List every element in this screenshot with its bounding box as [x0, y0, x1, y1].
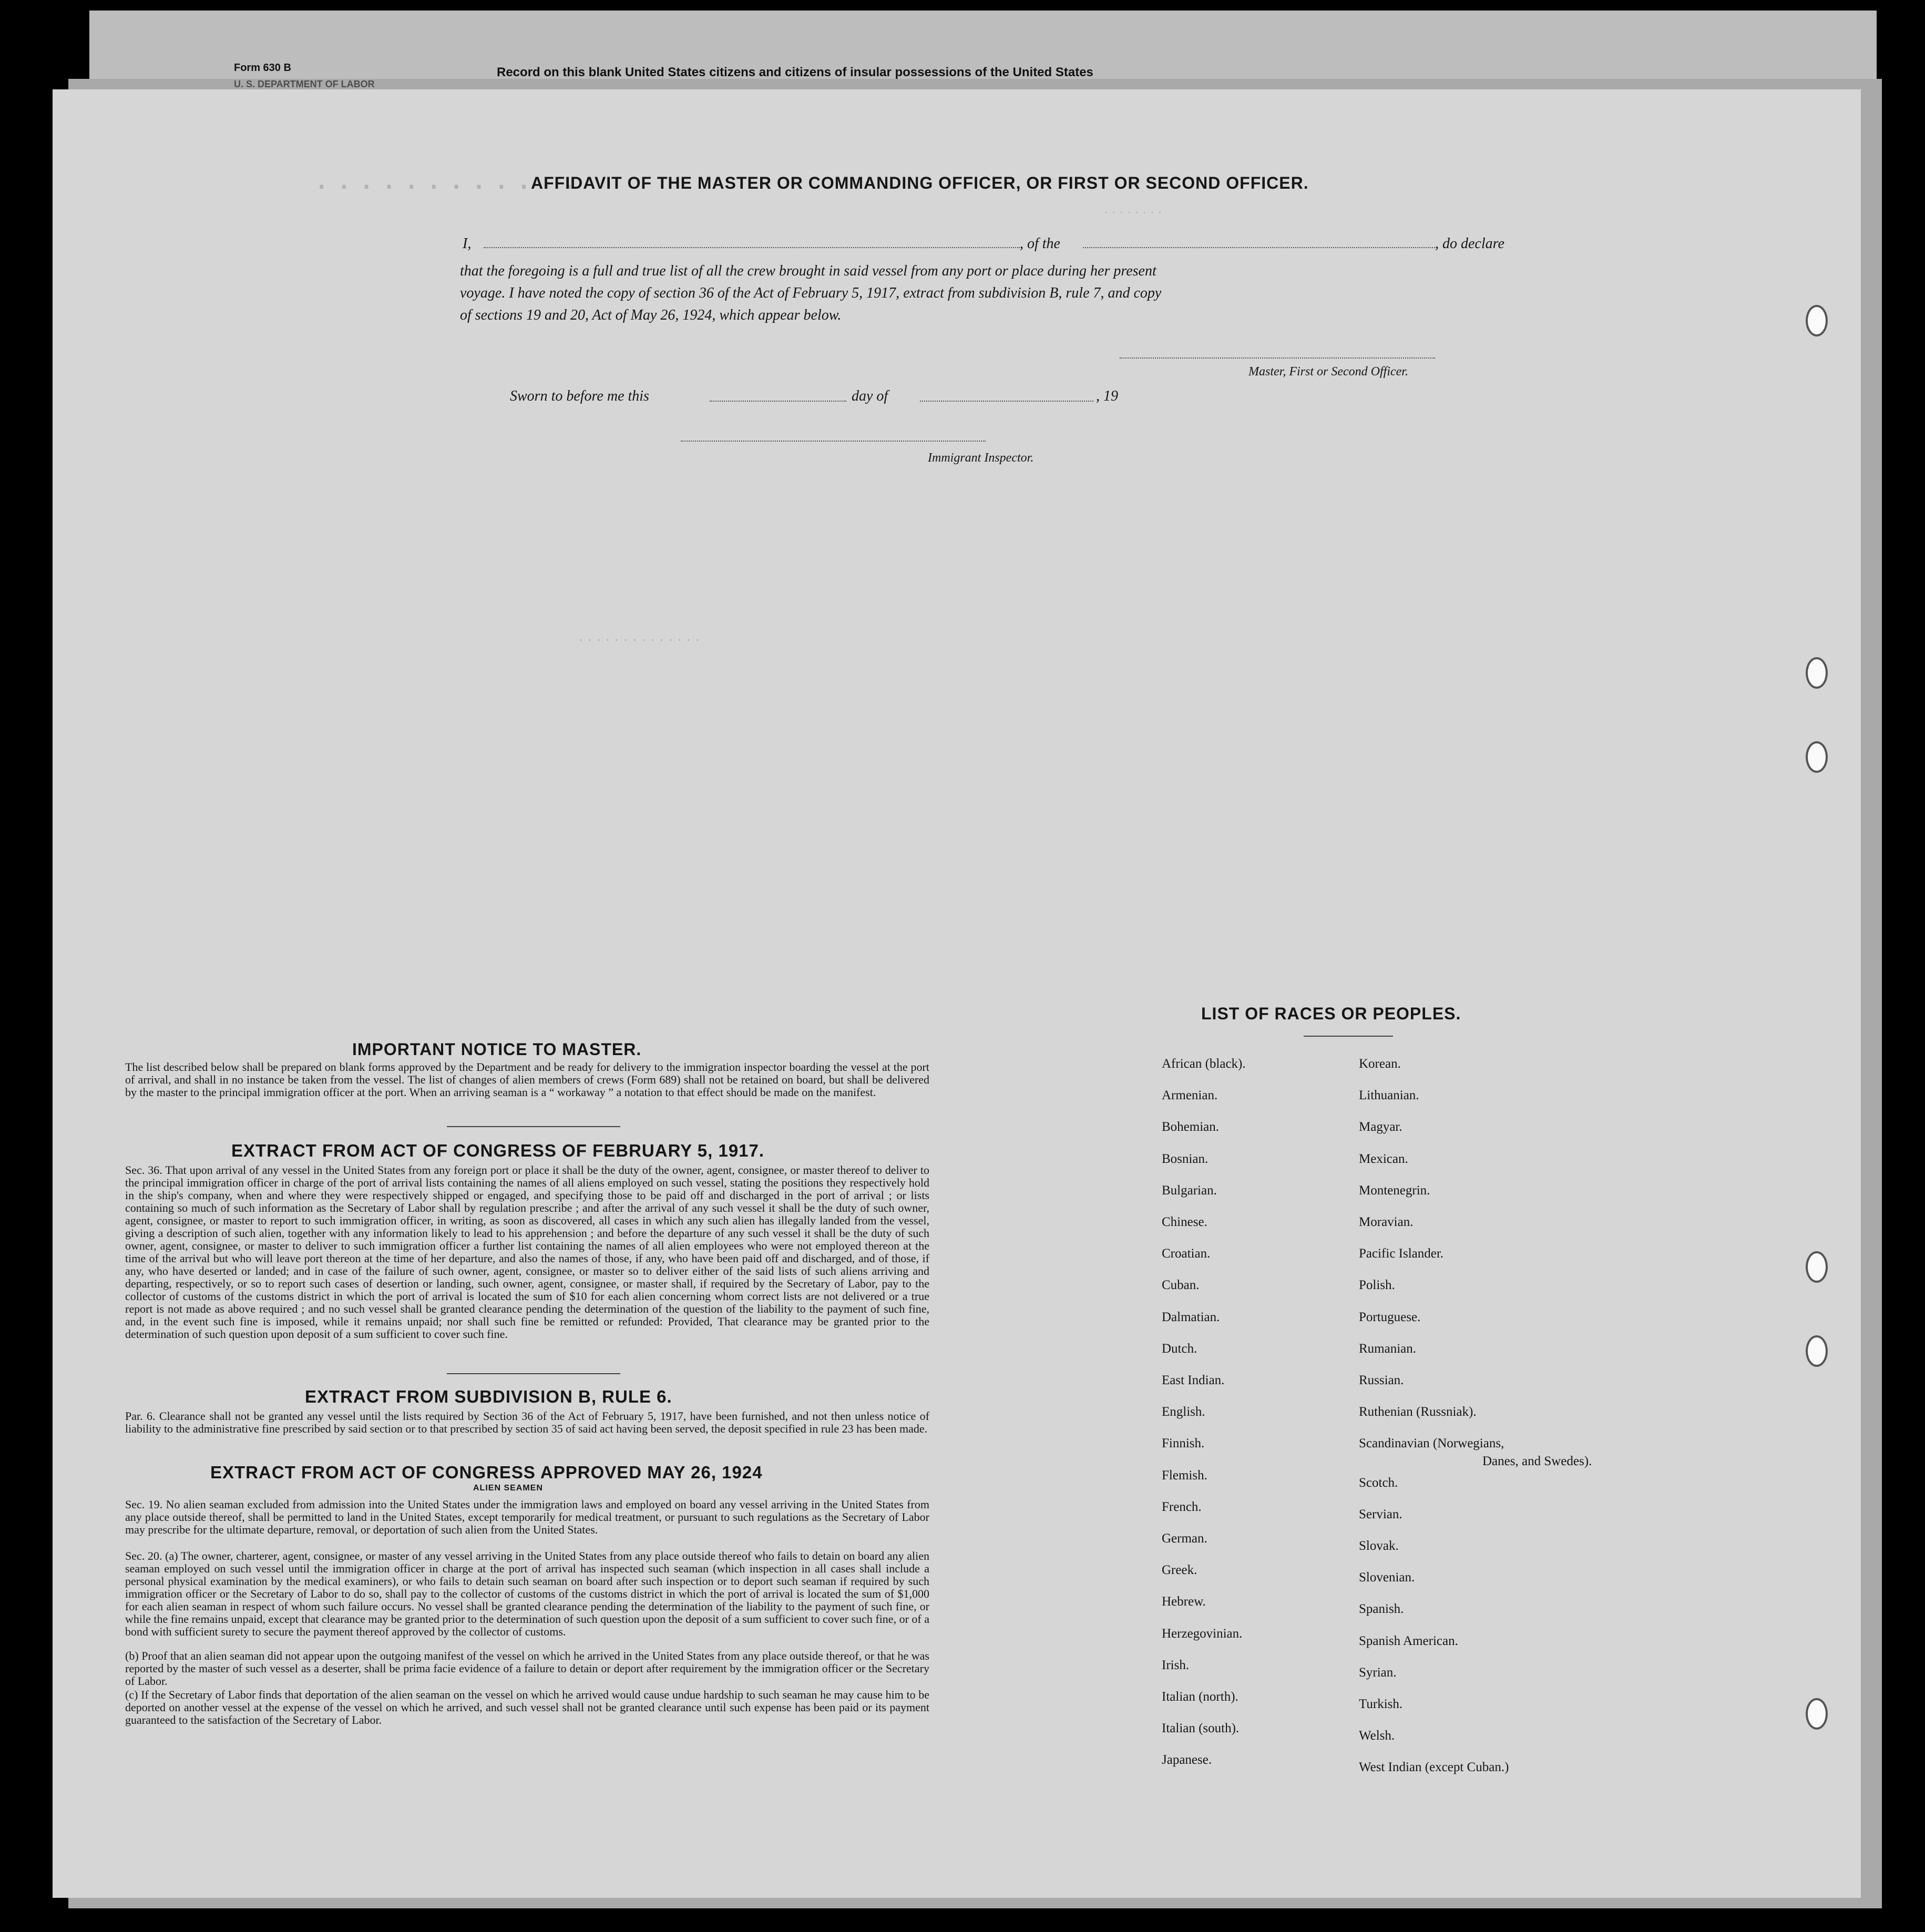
binder-hole	[1806, 1335, 1828, 1367]
race-item: Japanese.	[1162, 1753, 1212, 1767]
races-divider	[1304, 1036, 1393, 1037]
race-scandinavian-continued: Danes, and Swedes).	[1482, 1454, 1592, 1468]
race-item: Bosnian.	[1162, 1151, 1209, 1166]
sworn-day-of: day of	[852, 388, 888, 404]
race-item: Moravian.	[1359, 1215, 1414, 1229]
race-item: Servian.	[1359, 1507, 1402, 1521]
bleed-through-heading: · · · · · · · · · · · ·	[315, 163, 575, 205]
race-item: Cuban.	[1162, 1278, 1200, 1293]
race-item: Irish.	[1162, 1658, 1190, 1672]
binder-hole	[1806, 657, 1828, 689]
race-item: French.	[1162, 1499, 1202, 1514]
sworn-month-line[interactable]	[920, 401, 1093, 402]
race-item: Polish.	[1359, 1278, 1395, 1293]
race-item: Dutch.	[1162, 1341, 1197, 1356]
race-item: English.	[1162, 1405, 1205, 1419]
affidavit-do-declare: , do declare	[1435, 236, 1504, 252]
notice-text: The list described below shall be prepared on blank forms approved by the Department and be ready for delivery to the immigration inspector boarding the vessel at the port of arrival, and shall in no instance be taken from the vessel. The list of changes of alien members of crews (Form 689) shall not be retained on board, but shall be delivered by the master to the principal immigration officer at the port. When an arriving seaman is a “ workaway ” a notation to that effect should be made on the manifest.	[125, 1060, 929, 1099]
extract-1924-title: EXTRACT FROM ACT OF CONGRESS APPROVED MAY 26, 1924	[210, 1463, 763, 1482]
race-item: Croatian.	[1162, 1246, 1211, 1261]
affidavit-of-the: , of the	[1020, 236, 1060, 252]
race-item: Hebrew.	[1162, 1594, 1206, 1609]
extract-1924-sec19: Sec. 19. No alien seaman excluded from admission into the United States under the immigration laws and employed on board any vessel arriving in the United States from any place outside thereof, shall be permitted to land in the United States, except temporarily for medical treatment, or pursuant to such regulations as the Secretary of Labor may prescribe for the ultimate departure, removal, or deportation of such alien from the United States.	[125, 1498, 929, 1536]
extract-rule-title: EXTRACT FROM SUBDIVISION B, RULE 6.	[305, 1387, 672, 1406]
bleed-through-text: · · · · · · · ·	[1104, 205, 1162, 219]
extract-1924-sec20a: Sec. 20. (a) The owner, charterer, agent, consignee, or master of any vessel arriving in the United States from any place outside thereof who fails to detain on board any alien seaman employed on such vessel until the immigration officer in charge at the port of arrival has inspected such seaman (which inspection in all cases shall include a personal physical examination by the medical examiners), or who fails to detain such seaman on board after such inspection or to deport such seaman if required by such immigration officer or the Secretary of Labor to do so, shall pay to the collector of customs of the customs district in which the port of arrival is located the sum of $1,000 for each alien seaman in respect of whom such failure occurs. No vessel shall be granted clearance pending the determination of the liability to the payment of such fine, or while the fine remains unpaid, except that clearance may be granted prior to the determination of such question upon the deposit of a sum sufficient to cover such fine, or of a bond with sufficient surety to secure the payment thereof approved by the collector of customs.	[125, 1549, 929, 1638]
race-item: German.	[1162, 1531, 1207, 1546]
divider-1	[447, 1126, 620, 1127]
race-item: Spanish.	[1359, 1602, 1404, 1617]
affidavit-body-line-3: of sections 19 and 20, Act of May 26, 1924, which appear below.	[460, 307, 842, 323]
master-signature-label: Master, First or Second Officer.	[1248, 365, 1408, 379]
record-note: Record on this blank United States citizens and citizens of insular possessions of the United States	[497, 65, 1093, 79]
affidavit-body-line-1: that the foregoing is a full and true list of all the crew brought in said vessel from any port or place during her present	[460, 263, 1156, 279]
race-item: Welsh.	[1359, 1729, 1395, 1743]
race-item: Ruthenian (Russniak).	[1359, 1405, 1477, 1419]
top-form-strip	[92, 53, 1827, 95]
race-item: Portuguese.	[1359, 1310, 1421, 1324]
race-item: Spanish American.	[1359, 1633, 1458, 1648]
race-item: Rumanian.	[1359, 1341, 1417, 1356]
affidavit-body-line-2: voyage. I have noted the copy of section 36 of the Act of February 5, 1917, extract from subdivision B, rule 7, and copy	[460, 285, 1162, 301]
binder-hole	[1806, 741, 1828, 773]
race-item: Chinese.	[1162, 1215, 1207, 1229]
race-item: Scandinavian (Norwegians,	[1359, 1436, 1504, 1451]
sworn-year-prefix: , 19	[1096, 388, 1118, 404]
race-item: Bulgarian.	[1162, 1183, 1217, 1198]
department-label: U. S. DEPARTMENT OF LABOR	[234, 79, 375, 89]
races-title: LIST OF RACES OR PEOPLES.	[1201, 1004, 1461, 1023]
race-item: Slovak.	[1359, 1539, 1399, 1553]
affidavit-i-label: I,	[463, 236, 472, 252]
race-item: Korean.	[1359, 1057, 1401, 1071]
affidavit-page	[53, 89, 1861, 1898]
race-item: Montenegrin.	[1359, 1183, 1430, 1198]
binder-hole	[1806, 1251, 1828, 1283]
race-item: Russian.	[1359, 1373, 1404, 1387]
extract-1924-sec20c: (c) If the Secretary of Labor finds that deportation of the alien seaman on the vessel on which he arrived would cause undue hardship to such seaman he may cause him to be deported on another vessel at the expense of the vessel on which he arrived, and such vessel shall not be granted clearance until such expense has been paid or its payment guaranteed to the satisfaction of the Secretary of Labor.	[125, 1688, 929, 1726]
race-item: Dalmatian.	[1162, 1310, 1220, 1324]
form-number: Form 630 B	[234, 62, 291, 74]
notice-title: IMPORTANT NOTICE TO MASTER.	[352, 1040, 642, 1059]
race-item: Magyar.	[1359, 1120, 1402, 1134]
race-item: Greek.	[1162, 1563, 1197, 1578]
race-item: Italian (north).	[1162, 1690, 1238, 1704]
race-item: Scotch.	[1359, 1475, 1398, 1490]
sworn-day-line[interactable]	[710, 401, 846, 402]
binder-hole	[1806, 305, 1828, 336]
extract-1924-subtitle: ALIEN SEAMEN	[473, 1484, 543, 1493]
race-item: Turkish.	[1359, 1697, 1403, 1711]
race-item: Armenian.	[1162, 1088, 1218, 1103]
race-item: African (black).	[1162, 1057, 1246, 1071]
affidavit-name-line[interactable]	[484, 247, 1020, 248]
race-item: Herzegovinian.	[1162, 1626, 1243, 1641]
affidavit-title: AFFIDAVIT OF THE MASTER OR COMMANDING OFFICER, OR FIRST OR SECOND OFFICER.	[531, 173, 1309, 192]
race-item: Bohemian.	[1162, 1120, 1220, 1134]
inspector-signature-label: Immigrant Inspector.	[928, 451, 1034, 465]
extract-1924-sec20b: (b) Proof that an alien seaman did not appear upon the outgoing manifest of the vessel on which he arrived in the United States from any place outside thereof, or that he was reported by the master of such vessel as a deserter, shall be prima facie evidence of a failure to detain or deport after requirement by the immigration officer or the Secretary of Labor.	[125, 1649, 929, 1688]
binder-hole	[1806, 1698, 1828, 1730]
race-item: West Indian (except Cuban.)	[1359, 1760, 1509, 1775]
master-signature-line[interactable]	[1120, 357, 1435, 359]
race-item: Syrian.	[1359, 1665, 1397, 1680]
race-item: Flemish.	[1162, 1468, 1207, 1483]
race-item: East Indian.	[1162, 1373, 1225, 1387]
extract-1917-title: EXTRACT FROM ACT OF CONGRESS OF FEBRUARY 5, 1917.	[231, 1141, 765, 1160]
race-item: Italian (south).	[1162, 1721, 1240, 1736]
bleed-through-column: · · · · · · · · · · · · · ·	[578, 631, 700, 647]
affidavit-vessel-line[interactable]	[1083, 247, 1435, 248]
sworn-label: Sworn to before me this	[510, 388, 649, 404]
race-item: Slovenian.	[1359, 1570, 1415, 1585]
race-item: Lithuanian.	[1359, 1088, 1419, 1103]
race-item: Finnish.	[1162, 1436, 1205, 1451]
divider-2	[447, 1373, 620, 1374]
extract-rule-text: Par. 6. Clearance shall not be granted any vessel until the lists required by Section 36 of the Act of February 5, 1917, have been furnished, and not then unless notice of liability to the administrative fine prescribed by said section or to that prescribed by section 35 of said act having been served, the deposit specified in rule 23 has been made.	[125, 1409, 929, 1435]
inspector-signature-line[interactable]	[681, 441, 986, 442]
extract-1917-text: Sec. 36. That upon arrival of any vessel in the United States from any foreign port or place it shall be the duty of the owner, agent, consignee, or master thereof to deliver to the principal immigration officer in charge of the port of arrival lists containing the names of all aliens employed on such vessel, stating the positions they respectively hold in the ship's company, when and where they were respectively shipped or engaged, and specifying those to be paid off and discharged in the port of arrival ; or lists containing so much of such information as the Secretary of Labor shall by regulation prescribe ; and after the arrival of any such vessel it shall be the duty of such owner, agent, consignee, or master to report to such immigration officer, in writing, as soon as discovered, all cases in which any such alien has illegally landed from the vessel, giving a description of such alien, together with any information likely to lead to his apprehension ; and before the departure of any such vessel it shall be the duty of such owner, agent, consignee, or master to deliver to such immigration officer a further list containing the names of all alien employees who were not employed thereon at the time of the arrival but who will leave port thereon at the time of her departure, and also the names of those, if any, who have been paid off and discharged, and of those, if any, who have deserted or landed; and in case of the failure of such owner, agent, consignee, or master so to deliver either of the said lists of such aliens arriving and departing, respectively, or so to report such cases of desertion or landing, such owner, agent, consignee, or master shall, if required by the Secretary of Labor, pay to the collector of customs of the customs district in which the port of arrival is located the sum of $10 for each alien concerning whom correct lists are not delivered or a true report is not made as above required ; and no such vessel shall be granted clearance pending the determination of the question of the liability to the payment of such fine, and, in the event such fine is imposed, while it remains unpaid; nor shall such fine be remitted or refunded: Provided, That clearance may be granted prior to the determination of such question upon deposit of a sum sufficient to cover such fine.	[125, 1163, 929, 1341]
race-item: Pacific Islander.	[1359, 1246, 1444, 1261]
race-item: Mexican.	[1359, 1151, 1408, 1166]
